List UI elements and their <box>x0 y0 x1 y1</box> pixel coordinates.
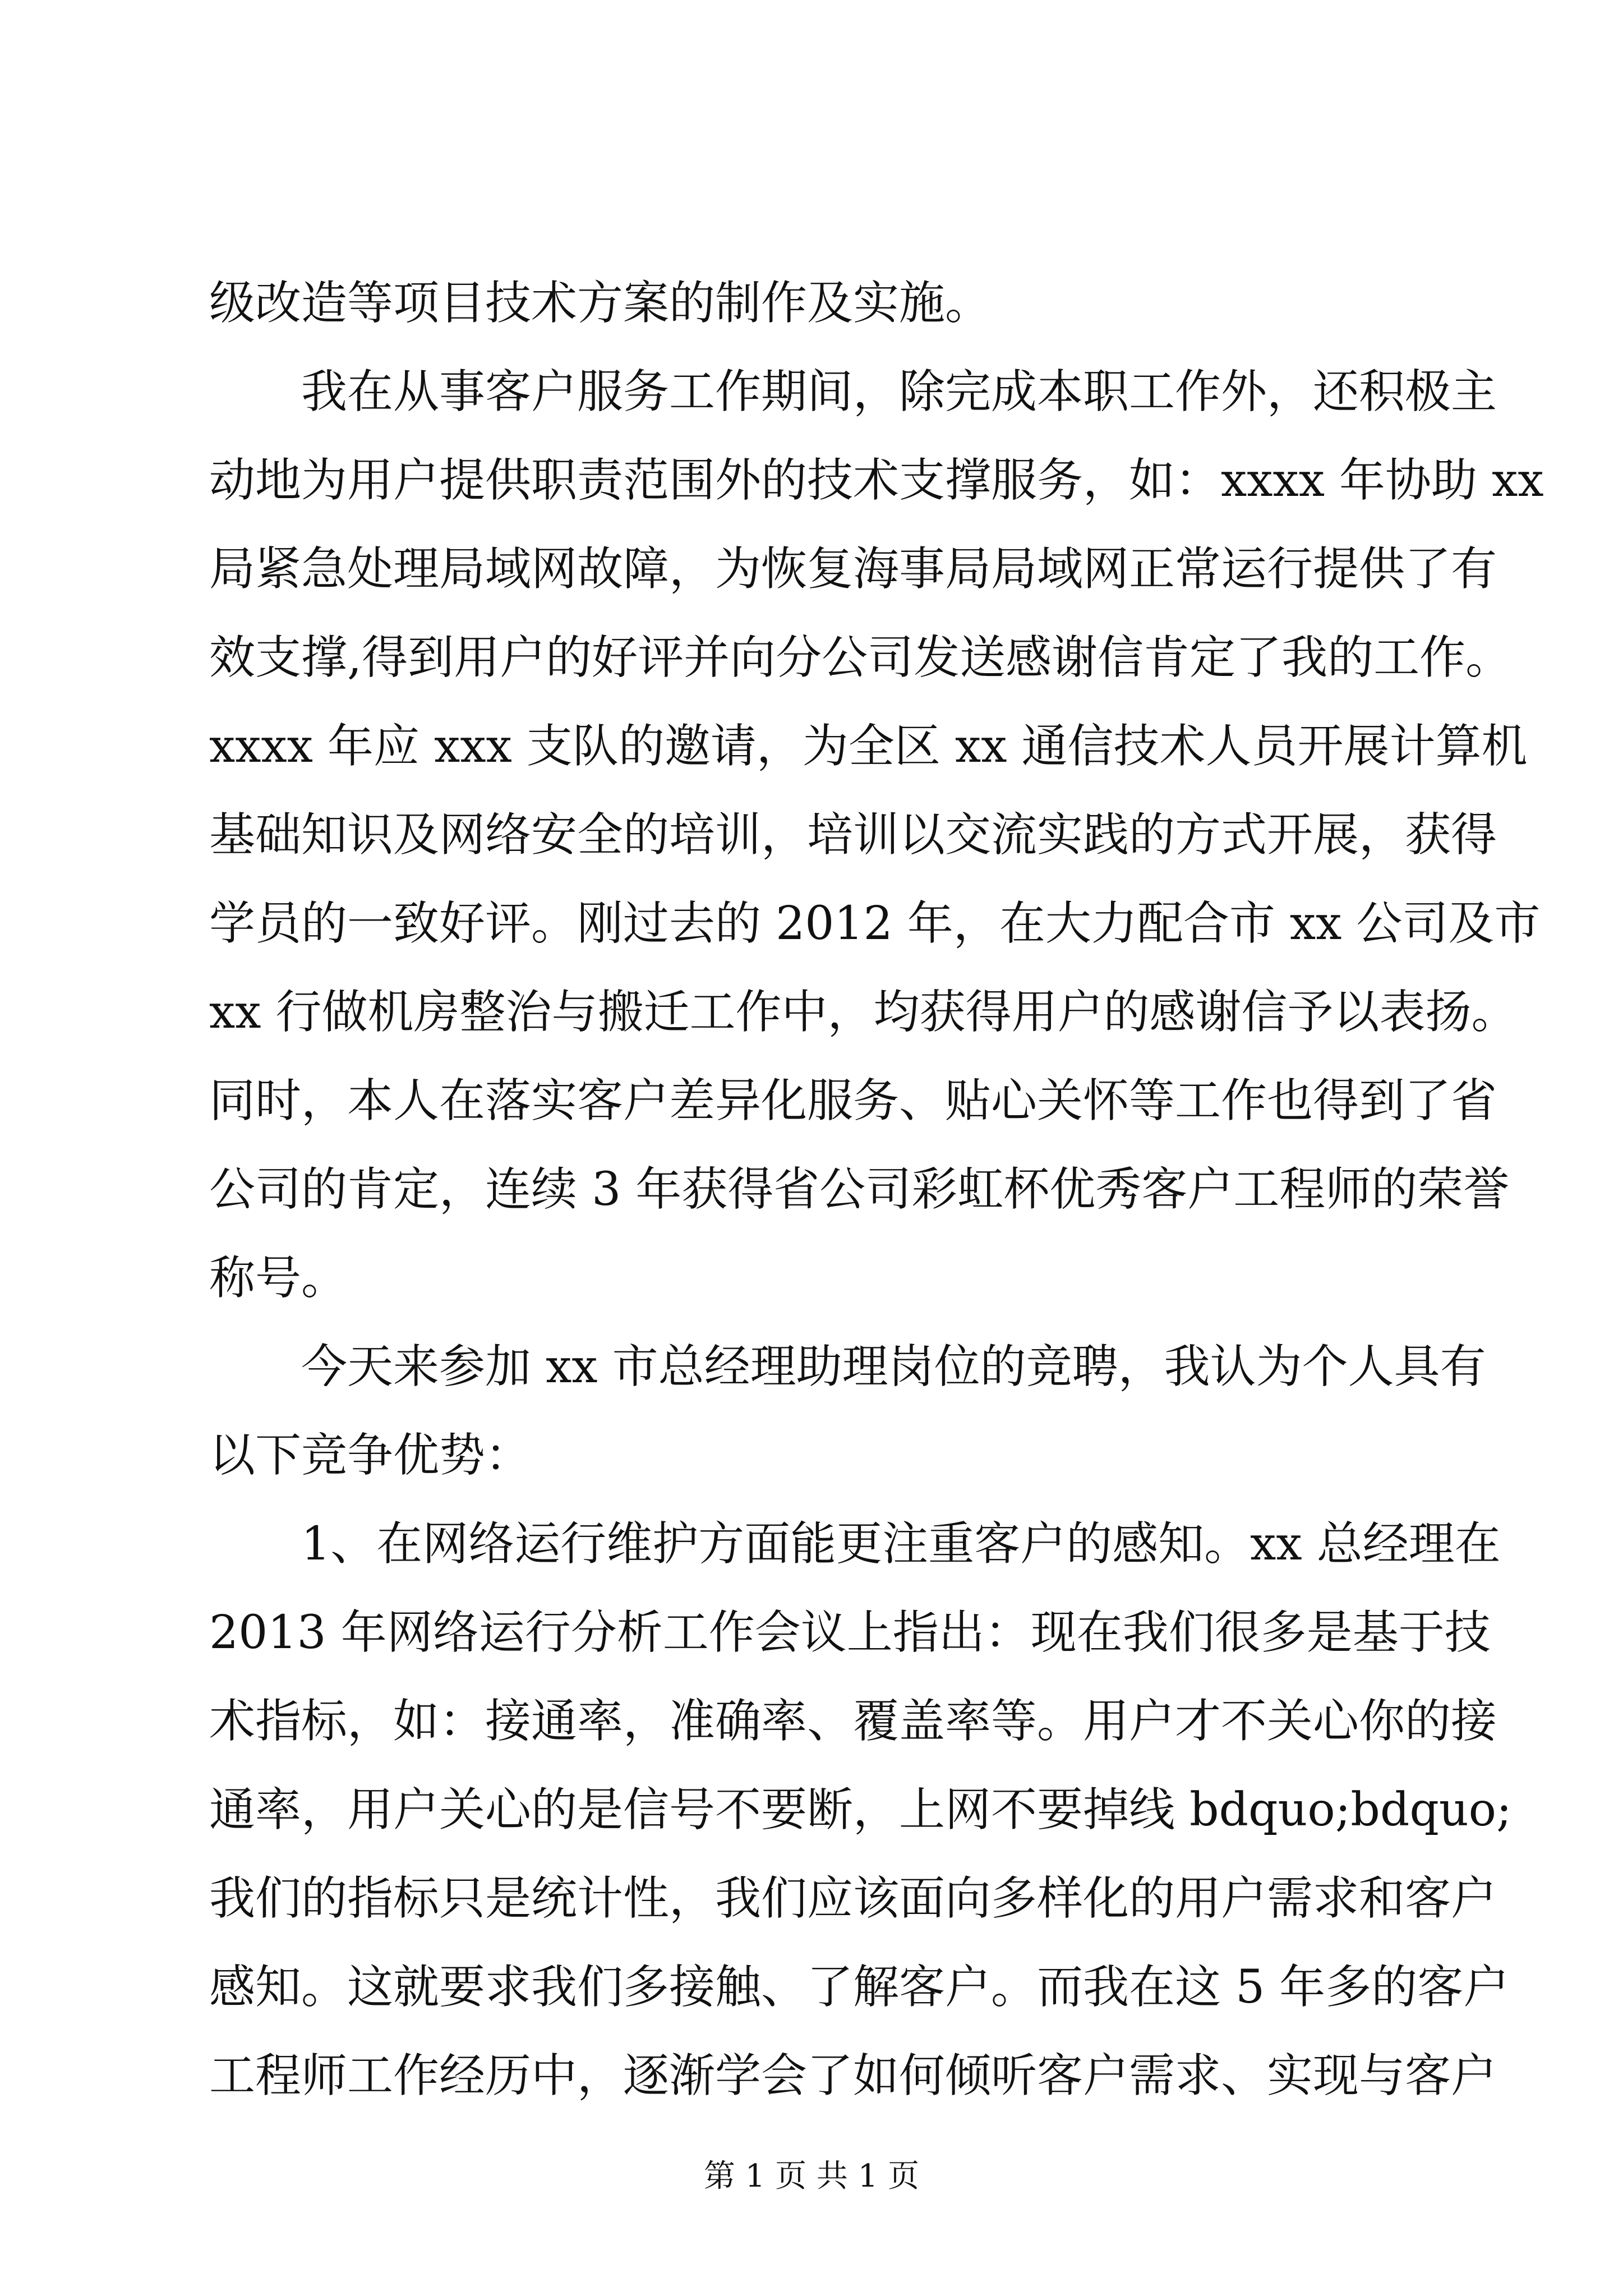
text-line: 同时，本人在落实客户差异化服务、贴心关怀等工作也得到了省 <box>209 1074 1497 1128</box>
text-line: 工程师工作经历中，逐渐学会了如何倾听客户需求、实现与客户 <box>209 2049 1497 2102</box>
document-body <box>209 259 1544 2120</box>
paragraph-2 <box>209 348 1544 1323</box>
text-line: 学员的一致好评。刚过去的 2012 年，在大力配合市 xx 公司及市 <box>209 897 1541 950</box>
text-line: 效支撑,得到用户的好评并向分公司发送感谢信肯定了我的工作。 <box>209 631 1512 684</box>
text-line: 称号。 <box>209 1251 348 1305</box>
text-line: 以下竞争优势： <box>209 1429 532 1482</box>
text-line: 通率，用户关心的是信号不要断，上网不要掉线 bdquo;bdquo; <box>209 1783 1512 1837</box>
text-line: 我在从事客户服务工作期间，除完成本职工作外，还积极主 <box>301 365 1497 418</box>
text-line: 今天来参加 xx 市总经理助理岗位的竞聘，我认为个人具有 <box>301 1340 1486 1393</box>
page-footer: 第 1 页 共 1 页 <box>703 2158 920 2194</box>
text-line: 2013 年网络运行分析工作会议上指出：现在我们很多是基于技 <box>209 1606 1491 1659</box>
text-line: xxxx 年应 xxx 支队的邀请，为全区 xx 通信技术人员开展计算机 <box>209 720 1528 773</box>
text-line: 术指标，如：接通率，准确率、覆盖率等。用户才不关心你的接 <box>209 1695 1497 1748</box>
text-line: 级改造等项目技术方案的制作及实施。 <box>209 277 992 330</box>
text-line: xx 行做机房整治与搬迁工作中，均获得用户的感谢信予以表扬。 <box>209 986 1518 1039</box>
text-line: 基础知识及网络安全的培训，培训以交流实践的方式开展，获得 <box>209 808 1497 862</box>
text-line: 公司的肯定，连续 3 年获得省公司彩虹杯优秀客户工程师的荣誉 <box>209 1163 1510 1216</box>
paragraph-3 <box>209 1323 1486 1500</box>
text-line: 感知。这就要求我们多接触、了解客户。而我在这 5 年多的客户 <box>209 1961 1510 2014</box>
text-line: 我们的指标只是统计性，我们应该面向多样化的用户需求和客户 <box>209 1872 1497 1925</box>
paragraph-1 <box>209 259 1432 348</box>
text-line: 1、在网络运行维护方面能更注重客户的感知。xx 总经理在 <box>301 1517 1501 1571</box>
text-line: 动地为用户提供职责范围外的技术支撑服务，如：xxxx 年协助 xx <box>209 454 1544 507</box>
paragraph-4 <box>209 1500 1512 2120</box>
text-line: 局紧急处理局域网故障，为恢复海事局局域网正常运行提供了有 <box>209 542 1497 596</box>
